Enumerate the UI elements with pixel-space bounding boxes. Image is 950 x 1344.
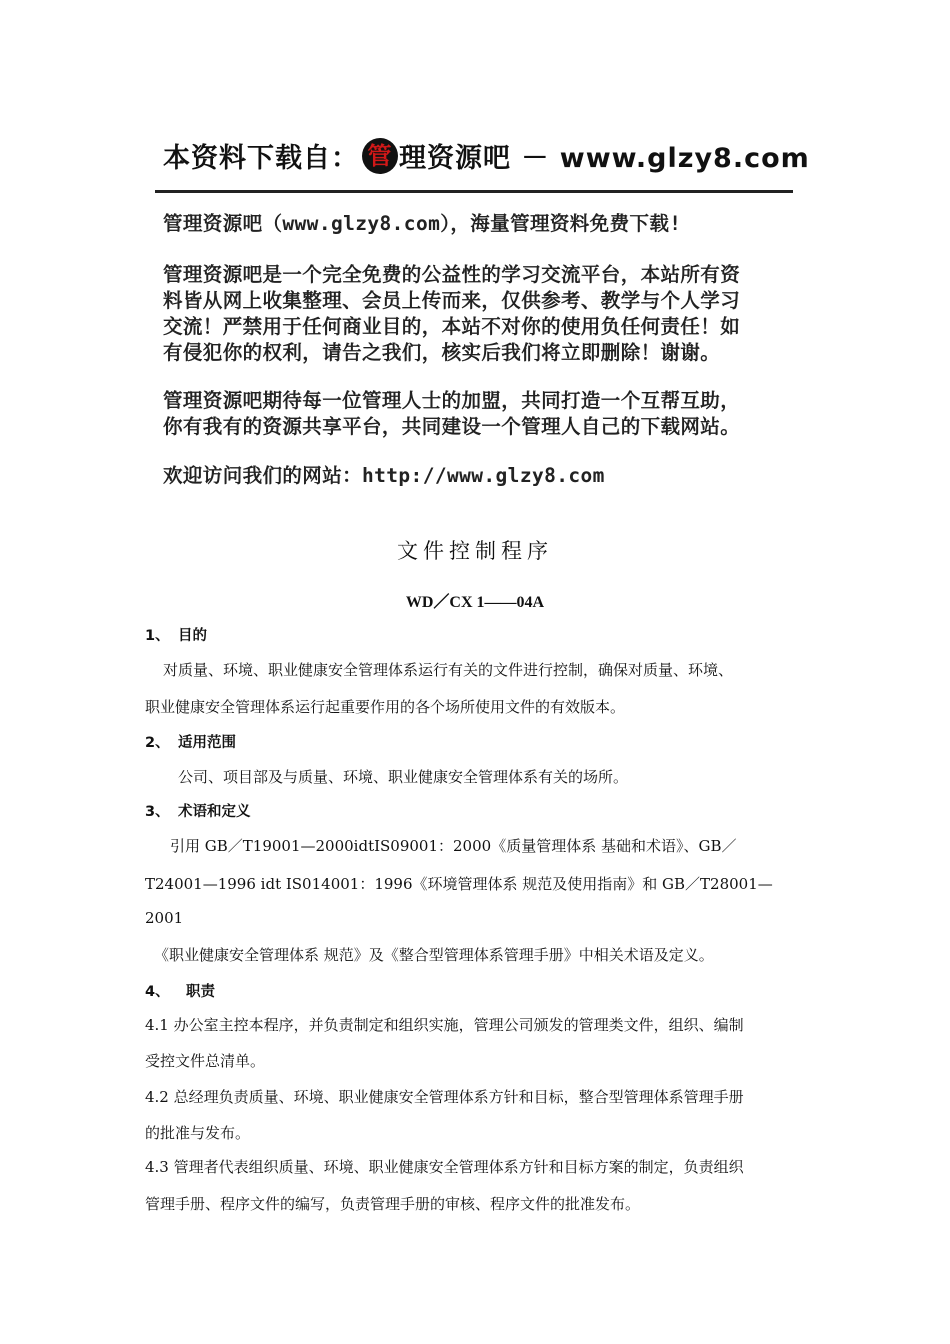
paragraph-line: 管理手册、程序文件的编写，负责管理手册的审核、程序文件的批准发布。 [145,1195,641,1213]
banner-title [163,136,810,175]
paragraph-line: 《职业健康安全管理体系 规范》及《整合型管理体系管理手册》中相关术语及定义。 [154,946,714,964]
section-heading [145,980,215,1001]
banner-divider [155,190,793,193]
section-number: 4、 [145,984,170,1000]
paragraph-line: 的批准与发布。 [145,1124,251,1142]
paragraph-line: 4.2 总经理负责质量、环境、职业健康安全管理体系方针和目标，整合型管理体系管理手册 [145,1088,744,1106]
section-number: 1、 [145,628,170,644]
paragraph-line: 对质量、环境、职业健康安全管理体系运行有关的文件进行控制，确保对质量、环境、 [163,661,734,679]
intro-line: 料皆从网上收集整理、会员上传而来，仅供参考、教学与个人学习 [163,289,741,312]
paragraph-line: 引用 GB／T19001—2000idtIS09001：2000《质量管理体系 基础和术语》、GB／ [170,837,737,855]
section-heading [145,731,236,752]
paragraph-line: 4.1 办公室主控本程序，并负责制定和组织实施，管理公司颁发的管理类文件，组织、编制 [145,1016,744,1034]
section-number: 3、 [145,804,170,820]
intro-line: 管理资源吧是一个完全免费的公益性的学习交流平台，本站所有资 [163,263,741,286]
intro-line: 管理资源吧期待每一位管理人士的加盟，共同打造一个互帮互助， [163,389,741,412]
intro-line: 管理资源吧（www.glzy8.com），海量管理资料免费下载! [163,212,682,235]
section-title: 职责 [186,984,215,1000]
banner-title-suffix: 理资源吧 － www.glzy8.com [399,143,810,174]
paragraph-line: 受控文件总清单。 [145,1052,266,1070]
glzy8-logo: 管 [362,138,398,174]
document-title: 文件控制程序 [397,539,553,563]
section-title: 适用范围 [178,735,236,751]
section-heading [145,800,251,821]
paragraph-line: T24001—1996 idt IS014001：1996《环境管理体系 规范及使用指南》和 GB／T28001— [145,875,773,893]
paragraph-line: 4.3 管理者代表组织质量、环境、职业健康安全管理体系方针和目标方案的制定，负责组织 [145,1158,744,1176]
paragraph-line: 职业健康安全管理体系运行起重要作用的各个场所使用文件的有效版本。 [145,698,626,716]
section-title: 术语和定义 [178,804,251,820]
intro-line: 交流！严禁用于任何商业目的，本站不对你的使用负任何责任！如 [163,315,741,338]
paragraph-line: 2001 [145,909,184,927]
intro-line: 有侵犯你的权利，请告之我们，核实后我们将立即删除！谢谢。 [163,341,721,364]
section-title: 目的 [178,628,207,644]
paragraph-line: 公司、项目部及与质量、环境、职业健康安全管理体系有关的场所。 [178,768,629,786]
document-code: WD／CX 1——04A [405,594,545,611]
intro-line: 你有我有的资源共享平台，共同建设一个管理人自己的下载网站。 [163,415,741,438]
section-number: 2、 [145,735,170,751]
section-heading [145,624,207,645]
website-link-line[interactable]: 欢迎访问我们的网站：http://www.glzy8.com [163,464,605,487]
banner-title-prefix: 本资料下载自： [163,143,359,174]
